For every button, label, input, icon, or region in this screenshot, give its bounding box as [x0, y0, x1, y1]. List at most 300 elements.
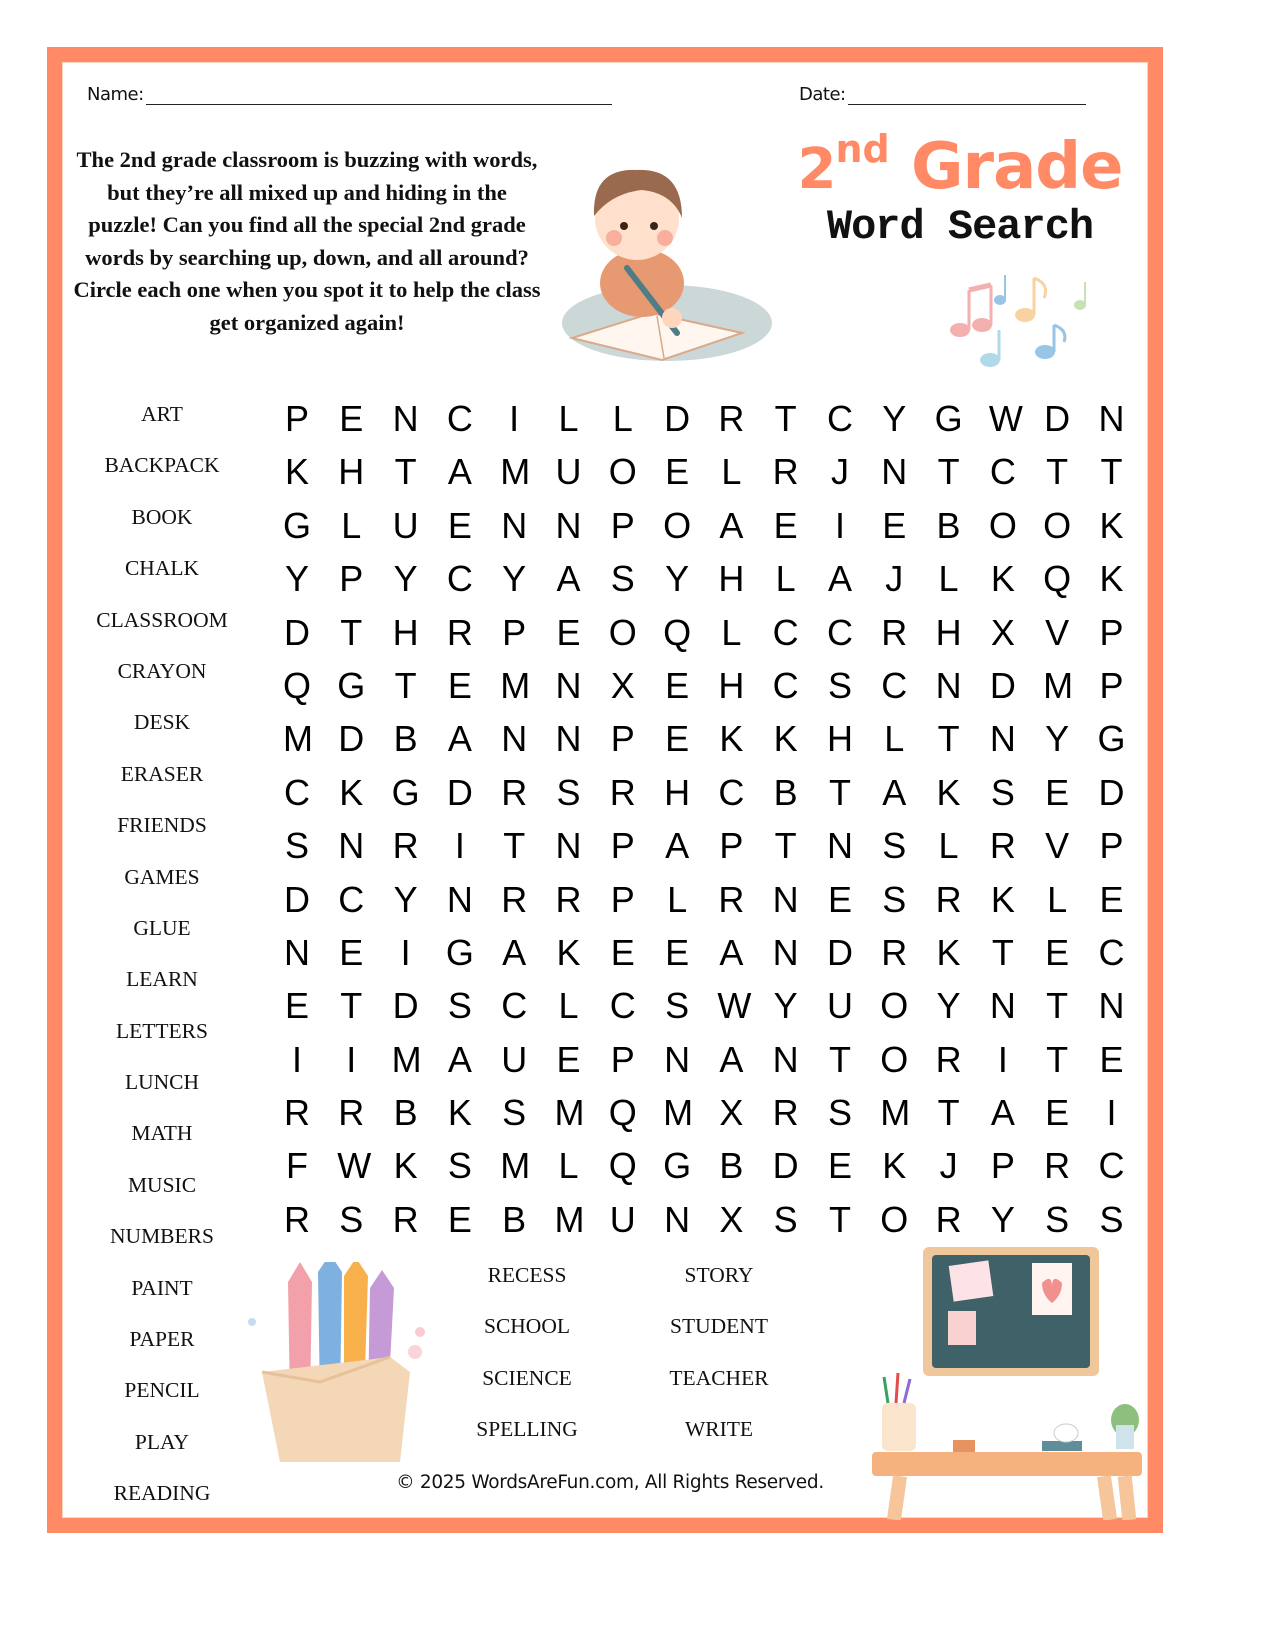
grid-cell[interactable]: D — [284, 611, 310, 653]
grid-cell[interactable]: N — [555, 664, 582, 706]
grid-cell[interactable]: L — [558, 985, 579, 1027]
grid-cell[interactable]: H — [718, 664, 745, 706]
grid-cell[interactable]: U — [501, 1038, 528, 1080]
grid-cell[interactable]: E — [339, 398, 364, 439]
grid-cell[interactable]: G — [445, 931, 474, 973]
grid-cell[interactable]: R — [935, 1198, 962, 1240]
grid-cell[interactable]: P — [1099, 611, 1124, 653]
grid-cell[interactable]: W — [337, 1145, 372, 1187]
grid-cell[interactable]: I — [454, 825, 465, 867]
grid-cell[interactable]: P — [990, 1145, 1015, 1187]
grid-cell[interactable]: T — [503, 825, 526, 867]
grid-cell[interactable]: R — [501, 771, 528, 813]
grid-cell[interactable]: K — [719, 718, 744, 760]
grid-cell[interactable]: T — [937, 1092, 960, 1134]
grid-cell[interactable]: P — [610, 878, 635, 920]
grid-cell[interactable]: T — [394, 664, 417, 706]
grid-cell[interactable]: B — [393, 718, 418, 760]
grid-cell[interactable]: G — [283, 504, 312, 546]
grid-cell[interactable]: T — [1046, 1038, 1069, 1080]
grid-cell[interactable]: C — [772, 611, 799, 653]
grid-cell[interactable]: Y — [665, 558, 690, 600]
grid-cell[interactable]: T — [937, 718, 960, 760]
grid-cell[interactable]: M — [554, 1092, 585, 1134]
word-item: DESK — [133, 710, 191, 735]
grid-cell[interactable]: N — [501, 504, 528, 546]
grid-cell[interactable]: M — [663, 1092, 694, 1134]
worksheet-title — [780, 127, 1140, 251]
grid-cell[interactable]: C — [501, 985, 528, 1027]
grid-cell[interactable]: M — [283, 718, 313, 760]
grid-cell[interactable]: C — [1098, 1145, 1125, 1187]
word-item: PAPER — [129, 1327, 195, 1352]
grid-cell[interactable]: R — [989, 825, 1016, 867]
grid-cell[interactable]: N — [501, 718, 528, 760]
grid-cell[interactable]: B — [773, 771, 798, 813]
grid-cell[interactable]: L — [558, 398, 579, 439]
grid-cell[interactable]: R — [718, 878, 745, 920]
grid-cell[interactable]: N — [772, 878, 799, 920]
grid-cell[interactable]: N — [881, 451, 908, 493]
grid-cell[interactable]: A — [447, 451, 472, 493]
grid-cell[interactable]: N — [772, 931, 799, 973]
grid-cell[interactable]: C — [446, 398, 473, 439]
grid-cell[interactable]: M — [880, 1092, 911, 1134]
grid-cell[interactable]: C — [1098, 931, 1125, 973]
grid-cell[interactable]: N — [392, 398, 419, 439]
grid-cell[interactable]: C — [446, 558, 473, 600]
word-item: BOOK — [131, 504, 193, 529]
grid-cell[interactable]: H — [935, 611, 962, 653]
grid-cell[interactable]: B — [719, 1145, 744, 1187]
grid-cell[interactable]: A — [990, 1092, 1015, 1134]
grid-cell[interactable]: O — [663, 504, 692, 546]
grid-cell[interactable]: V — [1045, 611, 1070, 653]
grid-cell[interactable]: K — [936, 771, 961, 813]
grid-cell[interactable]: T — [340, 985, 363, 1027]
title-grade — [780, 127, 1140, 204]
grid-cell[interactable]: Y — [393, 558, 418, 600]
grid-cell[interactable]: N — [338, 825, 365, 867]
grid-cell[interactable]: S — [339, 1198, 364, 1240]
grid-cell[interactable]: E — [447, 1198, 472, 1240]
grid-cell[interactable]: T — [394, 451, 417, 493]
grid-cell[interactable]: I — [291, 1038, 302, 1080]
name-label: Name: — [87, 84, 144, 105]
grid-cell[interactable]: K — [284, 451, 309, 493]
grid-cell[interactable]: E — [665, 718, 690, 760]
grid-cell[interactable]: Q — [663, 611, 692, 653]
grid-cell[interactable]: A — [447, 1038, 472, 1080]
grid-cell[interactable]: N — [284, 931, 310, 973]
grid-cell[interactable]: C — [826, 398, 853, 439]
grid-cell[interactable]: K — [393, 1145, 418, 1187]
grid-cell[interactable]: I — [834, 504, 845, 546]
grid-cell[interactable]: E — [1045, 931, 1070, 973]
word-item: LUNCH — [124, 1070, 200, 1095]
grid-cell[interactable]: P — [719, 825, 744, 867]
grid-cell[interactable]: R — [881, 931, 908, 973]
grid-cell[interactable]: P — [610, 718, 635, 760]
grid-cell[interactable]: K — [1099, 504, 1124, 546]
grid-cell[interactable]: L — [721, 451, 742, 493]
grid-cell[interactable]: J — [830, 451, 849, 493]
grid-cell[interactable]: N — [989, 985, 1016, 1027]
grid-cell[interactable]: T — [774, 825, 797, 867]
grid-cell[interactable]: E — [827, 1145, 852, 1187]
grid-cell[interactable]: E — [447, 664, 472, 706]
grid-cell[interactable]: K — [773, 718, 798, 760]
grid-cell[interactable]: X — [719, 1198, 744, 1240]
grid-cell[interactable]: D — [284, 878, 310, 920]
grid-cell[interactable]: B — [936, 504, 961, 546]
grid-cell[interactable]: Q — [283, 664, 312, 706]
word-item: CLASSROOM — [96, 607, 228, 632]
grid-cell[interactable]: H — [664, 771, 691, 813]
grid-cell[interactable]: R — [881, 611, 908, 653]
grid-cell[interactable]: P — [1099, 664, 1124, 706]
grid-cell[interactable]: N — [555, 504, 582, 546]
grid-cell[interactable]: Y — [502, 558, 527, 600]
grid-cell[interactable]: P — [610, 825, 635, 867]
word-item: PAINT — [131, 1275, 193, 1300]
grid-cell[interactable]: Y — [990, 1198, 1015, 1240]
grid-cell[interactable]: L — [558, 1145, 579, 1187]
grid-cell[interactable]: O — [608, 611, 637, 653]
grid-cell[interactable]: S — [1099, 1198, 1124, 1240]
grid-cell[interactable]: E — [665, 451, 690, 493]
title-ordinal: nd — [835, 127, 890, 171]
grid-cell[interactable]: Y — [284, 558, 309, 600]
grid-cell[interactable]: T — [340, 611, 363, 653]
grid-cell[interactable]: T — [828, 1198, 851, 1240]
grid-cell[interactable]: A — [882, 771, 907, 813]
grid-cell[interactable]: A — [719, 931, 744, 973]
word-item: SCIENCE — [482, 1365, 572, 1390]
grid-cell[interactable]: G — [1097, 718, 1126, 760]
grid-cell[interactable]: X — [610, 664, 635, 706]
grid-cell[interactable]: P — [284, 398, 309, 439]
grid-cell[interactable]: X — [719, 1092, 744, 1134]
music-notes-icon — [940, 270, 1100, 375]
grid-cell[interactable]: L — [884, 718, 905, 760]
grid-cell[interactable]: A — [719, 504, 744, 546]
grid-cell[interactable]: T — [1046, 985, 1069, 1027]
grid-cell[interactable]: U — [609, 1198, 636, 1240]
grid-cell[interactable]: L — [938, 558, 959, 600]
grid-cell[interactable]: O — [988, 504, 1017, 546]
grid-cell[interactable]: R — [338, 1092, 365, 1134]
grid-cell[interactable]: L — [1047, 878, 1068, 920]
grid-cell[interactable]: Y — [882, 398, 907, 439]
grid-cell[interactable]: D — [392, 985, 419, 1027]
grid-cell[interactable]: C — [609, 985, 636, 1027]
grid-cell[interactable]: S — [610, 558, 635, 600]
grid-cell[interactable]: K — [990, 878, 1015, 920]
grid-cell[interactable]: N — [826, 825, 853, 867]
grid-cell[interactable]: Y — [936, 985, 961, 1027]
grid-cell[interactable]: K — [882, 1145, 907, 1187]
letter-grid[interactable] — [283, 392, 1152, 1246]
grid-cell[interactable]: M — [391, 1038, 422, 1080]
grid-cell[interactable]: T — [937, 451, 960, 493]
grid-cell[interactable]: G — [934, 398, 963, 439]
date-line[interactable] — [848, 86, 1086, 105]
crayons-box-icon — [240, 1262, 440, 1462]
word-list-bottom-col1 — [437, 1257, 617, 1463]
grid-cell[interactable]: R — [718, 398, 745, 439]
grid-cell[interactable]: S — [773, 1198, 798, 1240]
grid-cell[interactable]: H — [392, 611, 419, 653]
word-item: RECESS — [487, 1263, 567, 1287]
grid-cell[interactable]: M — [1043, 664, 1074, 706]
grid-cell[interactable]: O — [880, 1038, 909, 1080]
grid-cell[interactable]: D — [338, 718, 365, 760]
grid-cell[interactable]: O — [880, 1198, 909, 1240]
grid-cell[interactable]: G — [391, 771, 420, 813]
grid-cell[interactable]: I — [1106, 1092, 1117, 1134]
grid-cell[interactable]: E — [1045, 771, 1070, 813]
grid-cell[interactable]: E — [665, 931, 690, 973]
grid-cell[interactable]: L — [667, 878, 688, 920]
grid-cell[interactable]: N — [555, 825, 582, 867]
grid-cell[interactable]: Y — [1045, 718, 1070, 760]
name-line[interactable] — [146, 86, 612, 105]
grid-cell[interactable]: C — [284, 771, 310, 813]
grid-cell[interactable]: P — [339, 558, 364, 600]
grid-cell[interactable]: E — [1099, 1038, 1124, 1080]
word-item: CHALK — [124, 556, 200, 581]
grid-cell[interactable]: A — [665, 825, 690, 867]
grid-cell[interactable]: P — [610, 504, 635, 546]
grid-cell[interactable]: J — [939, 1145, 958, 1187]
grid-cell[interactable]: J — [885, 558, 904, 600]
word-item: SPELLING — [476, 1417, 578, 1442]
grid-cell[interactable]: G — [337, 664, 366, 706]
grid-cell[interactable]: I — [346, 1038, 357, 1080]
grid-cell[interactable]: N — [1098, 985, 1125, 1027]
word-item: BACKPACK — [104, 453, 220, 478]
grid-cell[interactable]: S — [447, 985, 472, 1027]
grid-cell[interactable]: R — [935, 1038, 962, 1080]
grid-cell[interactable]: F — [286, 1145, 308, 1187]
grid-cell[interactable]: D — [772, 1145, 799, 1187]
grid-cell[interactable]: W — [988, 398, 1023, 439]
grid-cell[interactable]: E — [447, 504, 472, 546]
grid-cell[interactable]: R — [392, 1198, 419, 1240]
grid-cell[interactable]: R — [284, 1198, 310, 1240]
grid-cell[interactable]: K — [936, 931, 961, 973]
grid-cell[interactable]: Y — [773, 985, 798, 1027]
grid-cell[interactable]: K — [339, 771, 364, 813]
grid-cell[interactable]: T — [1100, 451, 1123, 493]
grid-cell[interactable]: L — [341, 504, 362, 546]
grid-cell[interactable]: C — [826, 611, 853, 653]
grid-cell[interactable]: T — [774, 398, 797, 439]
grid-cell[interactable]: E — [339, 931, 364, 973]
grid-cell[interactable]: I — [997, 1038, 1008, 1080]
grid-cell[interactable]: E — [827, 878, 852, 920]
word-item: NUMBERS — [110, 1224, 214, 1249]
grid-cell[interactable]: R — [772, 451, 799, 493]
grid-cell[interactable]: C — [989, 451, 1016, 493]
word-item: LEARN — [126, 967, 198, 992]
grid-cell[interactable]: C — [718, 771, 745, 813]
grid-cell[interactable]: T — [1046, 451, 1069, 493]
name-field[interactable] — [87, 84, 612, 105]
grid-cell[interactable]: A — [827, 558, 852, 600]
grid-cell[interactable]: R — [446, 611, 473, 653]
grid-cell[interactable]: R — [392, 825, 419, 867]
grid-cell[interactable]: G — [663, 1145, 692, 1187]
grid-cell[interactable]: N — [446, 878, 473, 920]
word-item: PENCIL — [124, 1378, 200, 1403]
word-item: STORY — [684, 1263, 754, 1287]
grid-cell[interactable]: K — [447, 1092, 472, 1134]
grid-cell[interactable]: R — [609, 771, 636, 813]
grid-cell[interactable]: N — [664, 1038, 691, 1080]
instructions-text: The 2nd grade classroom is buzzing with words, but they’re all mixed up and hiding in the puzzle! Can you find all the special 2nd grade words by searching up, down, and all around? Circle each one when you spot it to help the class get organized again! — [73, 147, 541, 335]
grid-cell[interactable]: D — [1098, 771, 1125, 813]
copyright-footer: © 2025 WordsAreFun.com, All Rights Reserved. — [396, 1472, 824, 1493]
grid-cell[interactable]: C — [881, 664, 908, 706]
grid-cell[interactable]: S — [447, 1145, 472, 1187]
grid-cell[interactable]: U — [826, 985, 853, 1027]
grid-cell[interactable]: R — [555, 878, 582, 920]
grid-cell[interactable]: N — [555, 718, 582, 760]
grid-cell[interactable]: R — [284, 1092, 310, 1134]
grid-cell[interactable]: C — [772, 664, 799, 706]
word-item: TEACHER — [669, 1365, 769, 1390]
grid-cell[interactable]: E — [556, 1038, 581, 1080]
grid-cell[interactable]: L — [938, 825, 959, 867]
word-list-left — [76, 396, 248, 1527]
grid-cell[interactable]: S — [502, 1092, 527, 1134]
grid-cell[interactable]: T — [828, 771, 851, 813]
grid-cell[interactable]: V — [1045, 825, 1070, 867]
grid-cell[interactable]: A — [556, 558, 581, 600]
grid-cell[interactable]: N — [664, 1198, 691, 1240]
word-item: LETTERS — [116, 1018, 208, 1043]
grid-cell[interactable]: P — [1099, 825, 1124, 867]
word-item: ART — [141, 402, 183, 426]
grid-cell[interactable]: W — [717, 985, 752, 1027]
grid-cell[interactable]: P — [610, 1038, 635, 1080]
grid-cell[interactable]: Q — [1043, 558, 1072, 600]
grid-cell[interactable]: O — [608, 451, 637, 493]
grid-cell[interactable]: Q — [608, 1092, 637, 1134]
grid-cell[interactable]: L — [612, 398, 633, 439]
grid-cell[interactable]: K — [990, 558, 1015, 600]
grid-cell[interactable]: N — [989, 718, 1016, 760]
word-item: ERASER — [120, 761, 204, 786]
grid-cell[interactable]: D — [826, 931, 853, 973]
title-main: Grade — [911, 130, 1123, 204]
grid-cell[interactable]: R — [1044, 1145, 1071, 1187]
grid-cell[interactable]: M — [500, 1145, 531, 1187]
word-item: PLAY — [134, 1429, 190, 1454]
grid-cell[interactable]: S — [882, 878, 907, 920]
grid-cell[interactable]: O — [880, 985, 909, 1027]
grid-cell[interactable]: R — [935, 878, 962, 920]
grid-cell[interactable]: I — [400, 931, 411, 973]
grid-cell[interactable]: S — [665, 985, 690, 1027]
grid-cell[interactable]: L — [721, 611, 742, 653]
grid-cell[interactable]: H — [338, 451, 365, 493]
grid-cell[interactable]: X — [990, 611, 1015, 653]
grid-cell[interactable]: O — [1043, 504, 1072, 546]
grid-cell[interactable]: E — [1099, 878, 1124, 920]
grid-cell[interactable]: S — [882, 825, 907, 867]
grid-cell[interactable]: S — [1045, 1198, 1070, 1240]
word-item: STUDENT — [670, 1314, 768, 1339]
grid-cell[interactable]: R — [501, 878, 528, 920]
grid-cell[interactable]: D — [664, 398, 691, 439]
grid-cell[interactable]: E — [665, 664, 690, 706]
word-item: GAMES — [124, 864, 200, 889]
grid-cell[interactable]: D — [446, 771, 473, 813]
date-label: Date: — [799, 84, 846, 105]
grid-cell[interactable]: C — [338, 878, 365, 920]
word-item: WRITE — [684, 1417, 754, 1442]
grid-cell[interactable]: B — [502, 1198, 527, 1240]
grid-cell[interactable]: S — [990, 771, 1015, 813]
word-list-bottom-col2 — [629, 1257, 809, 1463]
grid-cell[interactable]: K — [556, 931, 581, 973]
grid-cell[interactable]: T — [991, 931, 1014, 973]
grid-cell[interactable]: Q — [608, 1145, 637, 1187]
grid-cell[interactable]: S — [827, 664, 852, 706]
grid-cell[interactable]: I — [509, 398, 520, 439]
grid-cell[interactable]: S — [827, 1092, 852, 1134]
grid-cell[interactable]: E — [1045, 1092, 1070, 1134]
grid-cell[interactable]: S — [556, 771, 581, 813]
grid-cell[interactable]: S — [284, 825, 309, 867]
word-item: MATH — [131, 1121, 193, 1146]
grid-cell[interactable]: K — [1099, 558, 1124, 600]
grid-cell[interactable]: A — [502, 931, 527, 973]
date-field[interactable] — [799, 84, 1086, 105]
grid-cell[interactable]: P — [502, 611, 527, 653]
grid-cell[interactable]: M — [554, 1198, 585, 1240]
grid-cell[interactable]: A — [447, 718, 472, 760]
grid-cell[interactable]: M — [500, 664, 531, 706]
grid-cell[interactable]: R — [772, 1092, 799, 1134]
word-item: FRIENDS — [117, 813, 207, 838]
grid-cell[interactable]: D — [1044, 398, 1071, 439]
grid-cell[interactable]: N — [1098, 398, 1125, 439]
grid-cell[interactable]: E — [284, 985, 309, 1027]
grid-cell[interactable]: E — [610, 931, 635, 973]
grid-cell[interactable]: D — [989, 664, 1016, 706]
grid-cell[interactable]: H — [718, 558, 745, 600]
grid-cell[interactable]: B — [393, 1092, 418, 1134]
grid-cell[interactable]: E — [773, 504, 798, 546]
grid-cell[interactable]: U — [555, 451, 582, 493]
grid-cell[interactable]: H — [826, 718, 853, 760]
grid-cell[interactable]: N — [935, 664, 962, 706]
word-item: READING — [113, 1481, 211, 1506]
grid-cell[interactable]: T — [828, 1038, 851, 1080]
grid-cell[interactable]: M — [500, 451, 531, 493]
grid-cell[interactable]: L — [775, 558, 796, 600]
grid-cell[interactable]: E — [556, 611, 581, 653]
grid-cell[interactable]: U — [392, 504, 419, 546]
grid-cell[interactable]: Y — [393, 878, 418, 920]
grid-cell[interactable]: N — [772, 1038, 799, 1080]
grid-cell[interactable]: A — [719, 1038, 744, 1080]
grid-cell[interactable]: E — [882, 504, 907, 546]
